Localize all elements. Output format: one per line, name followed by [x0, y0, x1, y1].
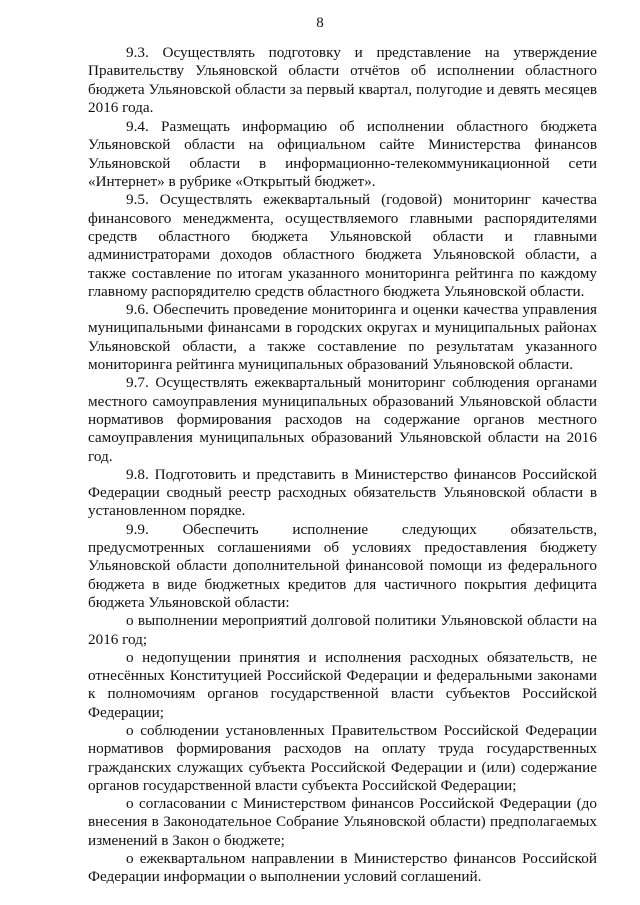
paragraph-9-5: 9.5. Осуществлять ежеквартальный (годовой) мониторинг качества финансового менеджмента, осуществляемого главными распорядителями средств областного бюджета Ульяновской области и главными администраторами доходов областного бюджета Ульяновской области, а также составление по итогам указанного мониторинга рейтинга по каждому главному распорядителю средств областного бюджета Ульяновской области.: [88, 191, 597, 300]
obligation-item-expenditure: о недопущении принятия и исполнения расходных обязательств, не отнесённых Конституцией Российской Федерации и федеральными законами к полномочиям органов государственной власти субъектов Российской Федерации;: [88, 648, 597, 721]
paragraph-9-8: 9.8. Подготовить и представить в Министерство финансов Российской Федерации сводный реестр расходных обязательств Ульяновской области в установленном порядке.: [88, 465, 597, 520]
paragraph-9-7: 9.7. Осуществлять ежеквартальный мониторинг соблюдения органами местного самоуправления муниципальных образований Ульяновской области нормативов формирования расходов на содержание органов местного самоуправления муниципальных образований Ульяновской области на 2016 год.: [88, 374, 597, 465]
paragraph-9-6: 9.6. Обеспечить проведение мониторинга и оценки качества управления муниципальными финансами в городских округах и муниципальных районах Ульяновской области, а также составление по результатам указанного мониторинга рейтинга муниципальных образований Ульяновской области.: [88, 301, 597, 374]
document-body: [88, 44, 597, 887]
paragraph-9-3: 9.3. Осуществлять подготовку и представление на утверждение Правительству Ульяновской области отчётов об исполнении областного бюджета Ульяновской области за первый квартал, полугодие и девять месяцев 2016 года.: [88, 44, 597, 116]
obligation-item-quarterly-report: о ежеквартальном направлении в Министерство финансов Российской Федерации информации о выполнении условий соглашений.: [88, 850, 597, 886]
paragraph-9-4: 9.4. Размещать информацию об исполнении областного бюджета Ульяновской области на официальном сайте Министерства финансов Ульяновской области в информационно-телекоммуникационной сети «Интернет» в рубрике «Открытый бюджет».: [88, 118, 597, 191]
obligation-item-budget-changes: о согласовании с Министерством финансов Российской Федерации (до внесения в Законодательное Собрание Ульяновской области) предполагаемых изменений в Закон о бюджете;: [88, 795, 597, 849]
paragraph-9-9: 9.9. Обеспечить исполнение следующих обязательств, предусмотренных соглашениями об условиях предоставления бюджету Ульяновской области дополнительной финансовой помощи из федерального бюджета в виде бюджетных кредитов для частичного покрытия дефицита бюджета Ульяновской области:: [88, 520, 597, 611]
obligation-item-debt-policy: о выполнении мероприятий долговой политики Ульяновской области на 2016 год;: [88, 612, 597, 648]
obligation-item-salary-norms: о соблюдении установленных Правительством Российской Федерации нормативов формирования расходов на оплату труда государственных гражданских служащих субъекта Российской Федерации и (или) содержание органов государственной власти субъекта Российской Федерации;: [88, 721, 597, 794]
page-number: 8: [316, 15, 324, 31]
